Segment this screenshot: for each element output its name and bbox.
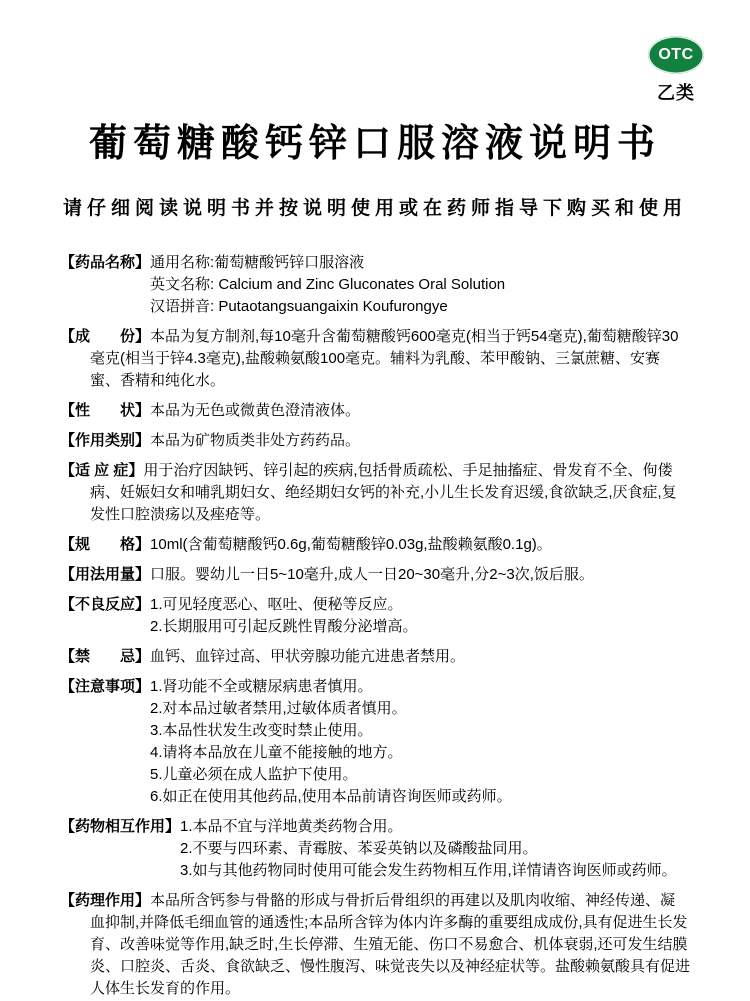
section-content: 血钙、血锌过高、甲状旁腺功能亢进患者禁用。 xyxy=(150,648,466,665)
section-row xyxy=(60,400,690,422)
section-content: 本品为复方制剂,每10毫升含葡萄糖酸钙600毫克(相当于钙54毫克),葡萄糖酸锌30毫克(相当于锌4.3毫克),盐酸赖氨酸100毫克。辅料为乳酸、苯甲酸钠、三氯蔗糖、安赛蜜、香精和纯化水。 xyxy=(90,328,679,389)
section-label: 【禁 忌】 xyxy=(60,648,151,665)
section-content: 1.肾功能不全或糖尿病患者慎用。 xyxy=(150,678,373,695)
section-row xyxy=(60,816,690,882)
section-row xyxy=(60,534,690,556)
section-row xyxy=(60,646,690,668)
section-paragraph xyxy=(60,534,690,556)
section-label: 【成 份】 xyxy=(60,328,151,345)
section-content-line: 3.如与其他药物同时使用可能会发生药物相互作用,详情请咨询医师或药师。 xyxy=(180,862,677,879)
section-label: 【药品名称】 xyxy=(60,254,151,271)
section-content: 通用名称:葡萄糖酸钙锌口服溶液 xyxy=(150,254,365,271)
section-content: 1.本品不宜与洋地黄类药物合用。 xyxy=(180,818,403,835)
section-paragraph xyxy=(60,460,690,526)
section-row xyxy=(60,430,690,452)
section-content: 口服。婴幼儿一日5~10毫升,成人一日20~30毫升,分2~3次,饭后服。 xyxy=(150,566,594,583)
section-row xyxy=(60,594,690,638)
section-content: 本品所含钙参与骨骼的形成与骨折后骨组织的再建以及肌肉收缩、神经传递、凝血抑制,并降低毛细血管的通透性;本品所含锌为体内许多酶的重要组成成份,具有促进生长发育、改善味觉等作用,缺乏时,生长停滞、生殖无能、伤口不易愈合、机体衰弱,还可发生结膜炎、口腔炎、舌炎、食欲缺乏、慢性腹泻、味觉丧失以及神经症状等。盐酸赖氨酸具有促进人体生长发育的作用。 xyxy=(90,892,691,997)
section-row xyxy=(60,676,690,808)
section-content-line: 2.对本品过敏者禁用,过敏体质者慎用。 xyxy=(150,700,407,717)
section-content-line: 6.如正在使用其他药品,使用本品前请咨询医师或药师。 xyxy=(150,788,512,805)
section-label: 【适 应 症】 xyxy=(60,462,144,479)
section-row xyxy=(60,326,690,392)
section-content-line: 5.儿童必须在成人监护下使用。 xyxy=(150,766,358,783)
section-content: 本品为无色或微黄色澄清液体。 xyxy=(150,402,361,419)
section-line xyxy=(60,676,690,698)
section-content: 10ml(含葡萄糖酸钙0.6g,葡萄糖酸锌0.03g,盐酸赖氨酸0.1g)。 xyxy=(150,536,552,553)
section-label: 【注意事项】 xyxy=(60,678,151,695)
otc-badge xyxy=(646,36,706,105)
section-paragraph xyxy=(60,564,690,586)
section-content-line: 3.本品性状发生改变时禁止使用。 xyxy=(150,722,373,739)
section-paragraph xyxy=(60,326,690,392)
section-paragraph xyxy=(60,646,690,668)
section-label: 【规 格】 xyxy=(60,536,151,553)
section-content: 本品为矿物质类非处方药药品。 xyxy=(150,432,361,449)
section-label: 【药理作用】 xyxy=(60,892,151,909)
section-label: 【用法用量】 xyxy=(60,566,151,583)
page-title: 葡萄糖酸钙锌口服溶液说明书 xyxy=(88,123,661,165)
otc-logo-text: OTC xyxy=(658,46,694,63)
section-content: 用于治疗因缺钙、锌引起的疾病,包括骨质疏松、手足抽搐症、骨发育不全、佝偻病、妊娠妇女和哺乳期妇女、绝经期妇女钙的补充,小儿生长发育迟缓,食欲缺乏,厌食症,复发性口腔溃疡以及痤疮等。 xyxy=(90,462,677,523)
otc-logo xyxy=(648,36,704,74)
leaflet-body xyxy=(0,252,750,1000)
section-label: 【作用类别】 xyxy=(60,432,151,449)
section-row xyxy=(60,460,690,526)
section-paragraph xyxy=(60,400,690,422)
section-content-line: 汉语拼音: Putaotangsuangaixin Koufurongye xyxy=(150,298,448,315)
section-content-line: 英文名称: Calcium and Zinc Gluconates Oral Solution xyxy=(150,276,506,293)
section-row xyxy=(60,890,690,1000)
section-line xyxy=(60,816,690,838)
otc-class-label: 乙类 xyxy=(657,83,695,103)
usage-notice: 请仔细阅读说明书并按说明使用或在药师指导下购买和使用 xyxy=(62,198,687,219)
section-content: 1.可见轻度恶心、呕吐、便秘等反应。 xyxy=(150,596,403,613)
section-paragraph xyxy=(60,890,690,1000)
section-label: 【不良反应】 xyxy=(60,596,151,613)
section-row xyxy=(60,564,690,586)
section-content-line: 4.请将本品放在儿童不能接触的地方。 xyxy=(150,744,403,761)
section-content-line: 2.不要与四环素、青霉胺、苯妥英钠以及磷酸盐同用。 xyxy=(180,840,538,857)
section-row xyxy=(60,252,690,318)
section-label: 【性 状】 xyxy=(60,402,151,419)
section-line xyxy=(60,594,690,616)
section-label: 【药物相互作用】 xyxy=(60,818,181,835)
section-content-line: 2.长期服用可引起反跳性胃酸分泌增高。 xyxy=(150,618,418,635)
section-paragraph xyxy=(60,430,690,452)
section-line xyxy=(60,252,690,274)
